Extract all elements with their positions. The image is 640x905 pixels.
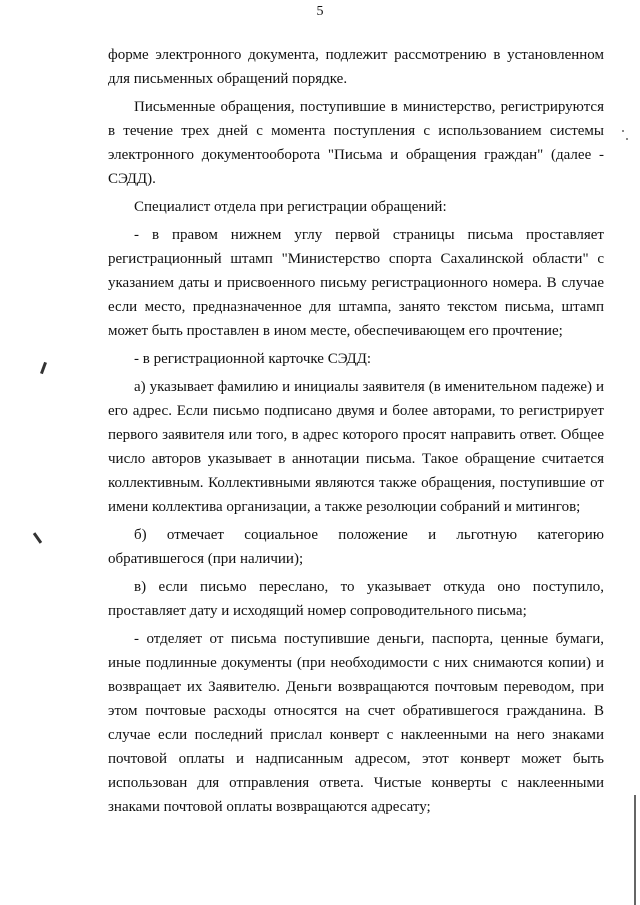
document-body bbox=[108, 43, 604, 823]
paragraph-5: - в регистрационной карточке СЭДД: bbox=[134, 351, 371, 367]
paragraph-7: б) отмечает социальное положение и льготную категорию обратившегося (при наличии); bbox=[108, 527, 604, 567]
scan-edge-line bbox=[634, 795, 636, 905]
paragraph-3: Специалист отдела при регистрации обращений: bbox=[134, 199, 447, 215]
scan-mark bbox=[626, 138, 628, 140]
paragraph-2: Письменные обращения, поступившие в министерство, регистрируются в течение трех дней с момента поступления с использованием системы электронного документооборота "Письма и обращения граждан" (далее - СЭДД). bbox=[108, 99, 604, 187]
paragraph-9: - отделяет от письма поступившие деньги, паспорта, ценные бумаги, иные подлинные документы (при необходимости с них снимаются копии) и возвращает их Заявителю. Деньги возвращаются почтовым переводом, при этом почтовые расходы относятся на счет обратившегося гражданина. В случае если последний прислал конверт с наклеенными на него знаками почтовой оплаты и надписанным адресом, этот конверт может быть использован для отправления ответа. Чистые конверты с наклеенными знаками почтовой оплаты возвращаются адресату; bbox=[108, 631, 604, 815]
page-number: 5 bbox=[316, 4, 324, 19]
paragraph-1: форме электронного документа, подлежит рассмотрению в установленном для письменных обращений порядке. bbox=[108, 47, 604, 87]
scan-mark bbox=[40, 362, 47, 374]
scan-mark bbox=[622, 130, 624, 132]
paragraph-6: а) указывает фамилию и инициалы заявителя (в именительном падеже) и его адрес. Если письмо подписано двумя и более авторами, то регистрирует первого заявителя или того, в адрес которого просят направить ответ. Общее число авторов указывает в аннотации письма. Такое обращение считается коллективным. Коллективными являются также обращения, поступившие от имени коллектива организации, а также резолюции собраний и митингов; bbox=[108, 379, 604, 515]
paragraph-8: в) если письмо переслано, то указывает откуда оно поступило, проставляет дату и исходящий номер сопроводительного письма; bbox=[108, 579, 604, 619]
paragraph-4: - в правом нижнем углу первой страницы письма проставляет регистрационный штамп "Министерство спорта Сахалинской области" с указанием даты и присвоенного письму регистрационного номера. В случае если место, предназначенное для штампа, занято текстом письма, штамп может быть проставлен в ином месте, обеспечивающем его прочтение; bbox=[108, 227, 604, 339]
scan-mark bbox=[33, 532, 42, 544]
